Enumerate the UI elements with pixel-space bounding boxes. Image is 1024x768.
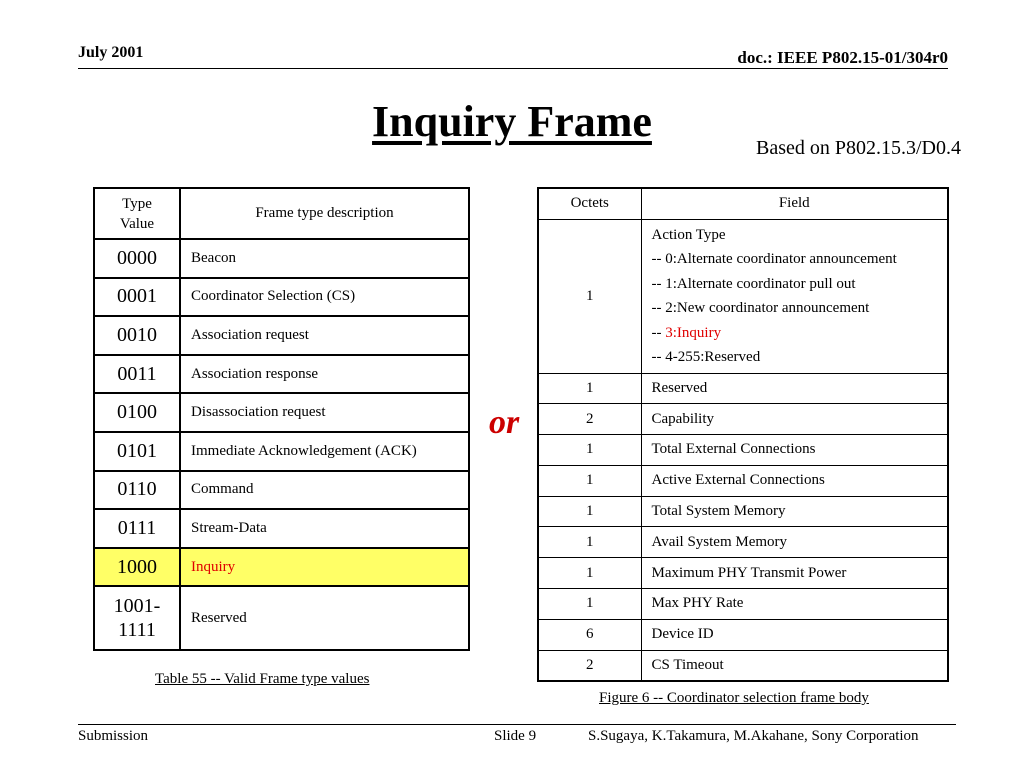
field-cell: Reserved [641,373,948,404]
table-row [538,558,948,589]
frame-desc-header: Frame type description [180,188,469,239]
type-desc: Reserved [180,586,469,650]
type-desc: Association request [180,316,469,355]
table-row [94,355,469,394]
slide-title: Inquiry Frame [372,97,652,146]
footer-authors: S.Sugaya, K.Takamura, M.Akahane, Sony Corporation [588,728,919,744]
field-cell: Active External Connections [641,465,948,496]
table-row [538,465,948,496]
octets-cell: 1 [538,589,641,620]
frame-type-table [93,187,470,651]
table-row [94,278,469,317]
octets-cell: 1 [538,527,641,558]
or-label: or [489,404,520,441]
type-value: 0110 [94,471,180,510]
type-value [94,586,180,650]
field-cell: Device ID [641,619,948,650]
field-cell: Avail System Memory [641,527,948,558]
field-cell: Capability [641,404,948,435]
octets-header: Octets [538,188,641,219]
field-cell: Total System Memory [641,496,948,527]
octets-cell: 2 [538,404,641,435]
table-row [538,435,948,466]
table-header-row [94,188,469,239]
field-cell: Maximum PHY Transmit Power [641,558,948,589]
action-line: -- 0:Alternate coordinator announcement [651,251,897,267]
action-line: -- 2:New coordinator announcement [651,300,870,316]
field-cell: Total External Connections [641,435,948,466]
header-divider [78,68,948,69]
based-on-note: Based on P802.15.3/D0.4 [756,137,961,159]
inquiry-prefix: -- [651,324,666,341]
octets-cell: 1 [538,558,641,589]
type-value: 1000 [94,548,180,587]
table-row [538,404,948,435]
footer-divider [78,724,956,725]
type-header-line2: Value [119,215,155,232]
type-desc: Beacon [180,239,469,278]
type-desc: Command [180,471,469,510]
table-row [94,316,469,355]
type-value: 0100 [94,393,180,432]
type-desc: Association response [180,355,469,394]
type-value: 0000 [94,239,180,278]
type-value: 0001 [94,278,180,317]
field-header: Field [641,188,948,219]
table-row-highlighted [94,548,469,587]
action-line: Action Type [651,226,726,243]
field-cell: Max PHY Rate [641,589,948,620]
header-date: July 2001 [78,44,144,61]
table-row [94,432,469,471]
type-value-header [94,188,180,239]
type-desc: Disassociation request [180,393,469,432]
type-value: 0111 [94,509,180,548]
octets-cell: 1 [538,373,641,404]
table-row [94,509,469,548]
octets-cell: 2 [538,650,641,681]
table-row [538,589,948,620]
action-line-inquiry [652,321,948,346]
type-header-line1: Type [122,195,152,212]
footer-slide-number: Slide 9 [494,728,537,744]
octets-cell: 1 [538,465,641,496]
type-desc: Inquiry [180,548,469,587]
table-row [538,619,948,650]
footer-submission: Submission [78,728,149,744]
action-type-cell [641,219,948,373]
octets-cell: 1 [538,219,641,373]
frame-body-table [537,187,949,682]
left-table-caption: Table 55 -- Valid Frame type values [155,671,370,687]
type-desc: Immediate Acknowledgement (ACK) [180,432,469,471]
table-header-row [538,188,948,219]
type-value: 0101 [94,432,180,471]
action-line: -- 4-255:Reserved [651,349,761,365]
table-row [538,650,948,681]
table-row [538,219,948,373]
type-value-line1: 1001- [113,595,161,618]
field-cell: CS Timeout [641,650,948,681]
table-row [94,471,469,510]
table-row [94,239,469,278]
type-value-line2: 1111 [118,619,156,642]
right-table-caption: Figure 6 -- Coordinator selection frame body [599,690,869,706]
octets-cell: 6 [538,619,641,650]
inquiry-value: 3:Inquiry [665,324,722,341]
type-desc: Coordinator Selection (CS) [180,278,469,317]
octets-cell: 1 [538,435,641,466]
type-value: 0011 [94,355,180,394]
type-value: 0010 [94,316,180,355]
table-row [538,527,948,558]
table-row [538,496,948,527]
table-row [94,586,469,650]
action-line: -- 1:Alternate coordinator pull out [651,275,856,292]
table-row [94,393,469,432]
header-doc-id: doc.: IEEE P802.15-01/304r0 [737,48,948,67]
table-row [538,373,948,404]
octets-cell: 1 [538,496,641,527]
type-desc: Stream-Data [180,509,469,548]
